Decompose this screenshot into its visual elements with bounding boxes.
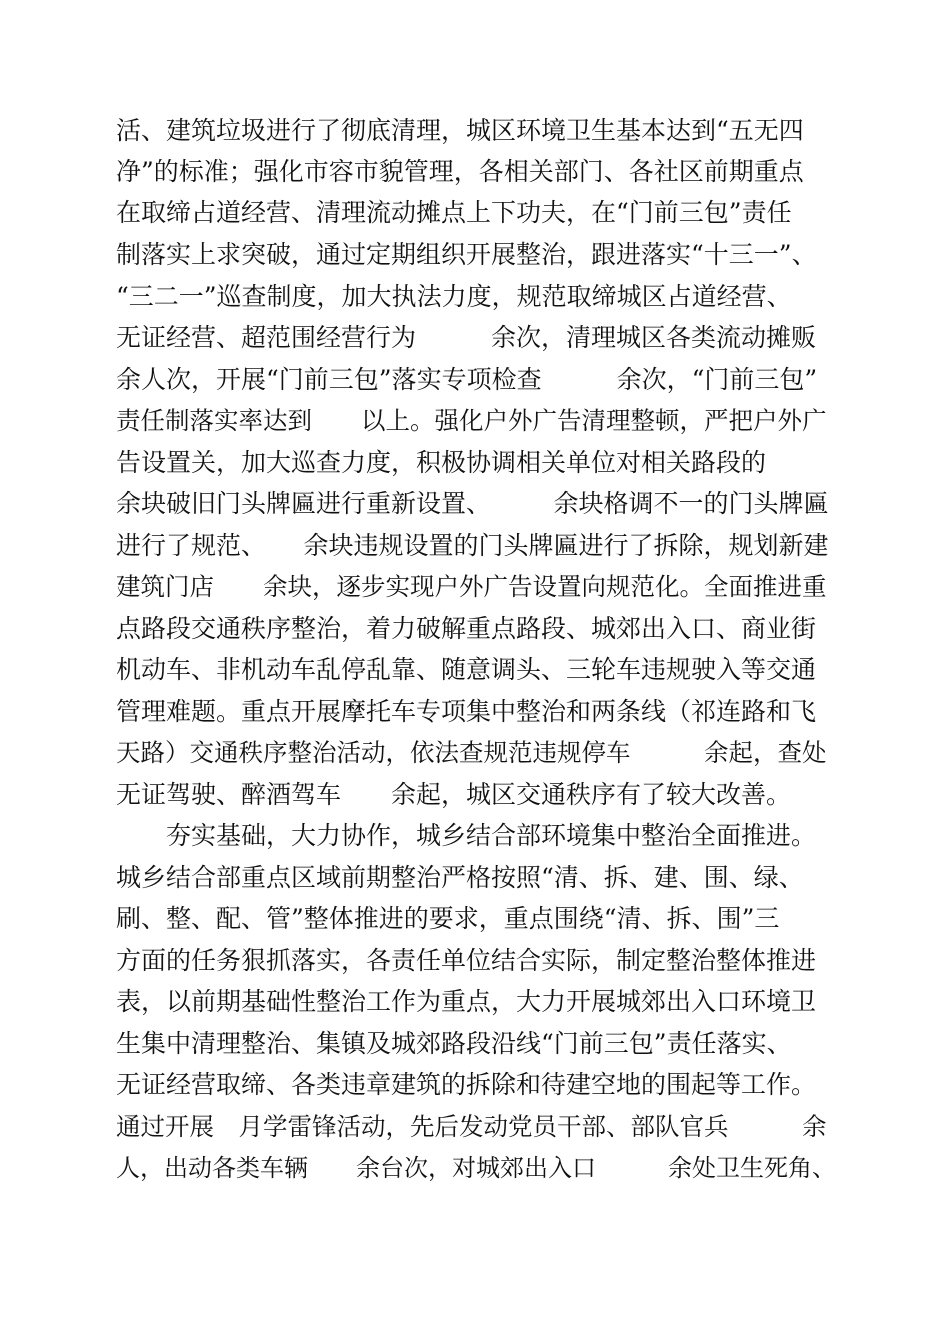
text-line: 点路段交通秩序整治，着力破解重点路段、城郊出入口、商业街	[116, 614, 817, 643]
text-line: 管理难题。重点开展摩托车专项集中整治和两条线（祁连路和飞	[116, 697, 817, 726]
text-line: 城乡结合部重点区域前期整治严格按照“清、拆、建、围、绿、	[116, 863, 804, 892]
text-line: 责任制落实率达到 以上。强化户外广告清理整顿，严把户外广	[116, 406, 827, 435]
text-line: 进行了规范、 余块违规设置的门头牌匾进行了拆除，规划新建	[116, 531, 829, 560]
text-line: 机动车、非机动车乱停乱靠、随意调头、三轮车违规驶入等交通	[116, 655, 817, 684]
text-line: 通过开展 月学雷锋活动，先后发动党员干部、部队官兵 余	[116, 1112, 827, 1141]
text-line: 表，以前期基础性整治工作为重点，大力开展城郊出入口环境卫	[116, 987, 817, 1016]
text-line: 余人次，开展“门前三包”落实专项检查 余次，“门前三包”	[116, 365, 818, 394]
text-line: 告设置关，加大巡查力度，积极协调相关单位对相关路段的	[116, 448, 767, 477]
text-line: 人，出动各类车辆 余台次，对城郊出入口 余处卫生死角、	[116, 1154, 836, 1182]
text-line: “三二一”巡查制度，加大执法力度，规范取缔城区占道经营、	[116, 282, 792, 311]
text-line: 天路）交通秩序整治活动，依法查规范违规停车 余起，查处	[116, 738, 827, 767]
text-line: 生集中清理整治、集镇及城郊路段沿线“门前三包”责任落实、	[116, 1029, 792, 1058]
text-line: 夯实基础，大力协作，城乡结合部环境集中整治全面推进。	[116, 821, 817, 850]
text-line: 制落实上求突破，通过定期组织开展整治，跟进落实“十三一”、	[116, 240, 817, 269]
text-line: 无证经营、超范围经营行为 余次，清理城区各类流动摊贩	[116, 323, 817, 352]
text-line: 建筑门店 余块，逐步实现户外广告设置向规范化。全面推进重	[116, 572, 827, 601]
text-line: 方面的任务狠抓落实，各责任单位结合实际，制定整治整体推进	[116, 946, 817, 975]
text-line: 活、建筑垃圾进行了彻底清理，城区环境卫生基本达到“五无四	[116, 116, 804, 145]
text-line: 净”的标准；强化市容市貌管理，各相关部门、各社区前期重点	[116, 157, 804, 186]
text-line: 余块破旧门头牌匾进行重新设置、 余块格调不一的门头牌匾	[116, 489, 829, 518]
text-line: 刷、整、配、管”整体推进的要求，重点围绕“清、拆、围”三	[116, 904, 780, 933]
text-line: 无证经营取缔、各类违章建筑的拆除和待建空地的围起等工作。	[116, 1070, 817, 1099]
text-line: 在取缔占道经营、清理流动摊点上下功夫，在“门前三包”责任	[116, 198, 792, 227]
text-line: 无证驾驶、醉酒驾车 余起，城区交通秩序有了较大改善。	[116, 780, 792, 809]
